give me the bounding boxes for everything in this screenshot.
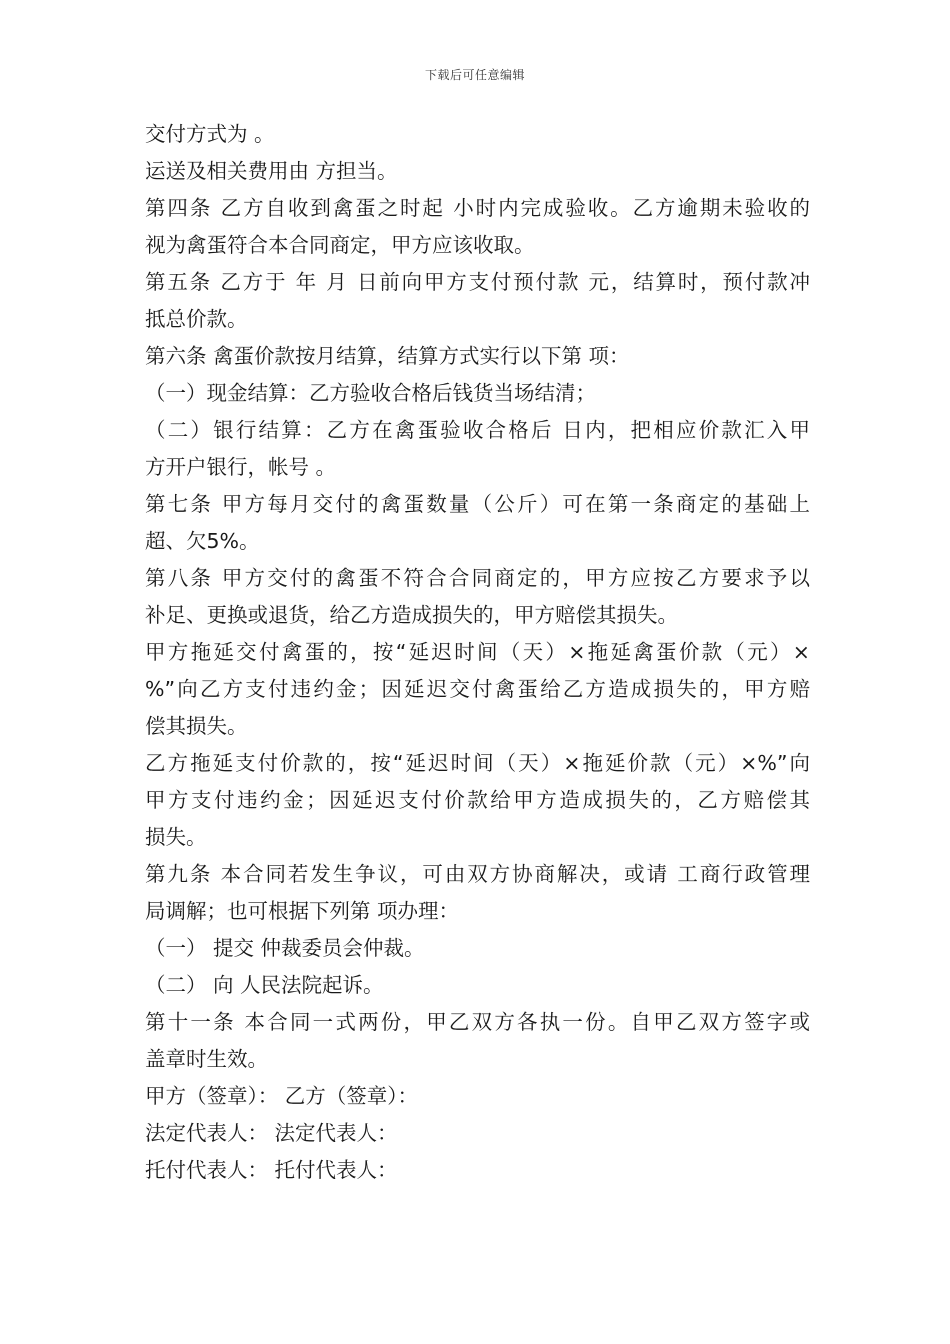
text-line: 乙方拖延支付价款的，按“延迟时间（天）×拖延价款（元）×%”向: [145, 751, 810, 775]
text-line: 抵总价款。: [145, 307, 248, 331]
text-line: 第七条 甲方每月交付的禽蛋数量（公斤）可在第一条商定的基础上: [145, 492, 810, 516]
text-line: 第五条 乙方于 年 月 日前向甲方支付预付款 元，结算时，预付款冲: [145, 270, 810, 294]
text-line: 第九条 本合同若发生争议，可由双方协商解决，或请 工商行政管理: [145, 862, 810, 886]
text-line: 视为禽蛋符合本合同商定，甲方应该收取。: [145, 233, 535, 257]
page-header: 下载后可任意编辑: [424, 68, 525, 82]
text-line: 运送及相关费用由 方担当。: [145, 159, 398, 183]
text-line: （二） 向 人民法院起诉。: [145, 973, 384, 997]
text-line: 甲方支付违约金；因延迟支付价款给甲方造成损失的，乙方赔偿其: [145, 788, 810, 812]
signature-line-legal-rep: 法定代表人： 法定代表人：: [145, 1121, 398, 1145]
text-line: （一） 提交 仲裁委员会仲裁。: [145, 936, 425, 960]
text-line: 方开户银行，帐号 。: [145, 455, 337, 479]
text-line: 交付方式为 。: [145, 122, 275, 146]
text-line: 盖章时生效。: [145, 1047, 268, 1071]
text-line: 甲方拖延交付禽蛋的，按“延迟时间（天）×拖延禽蛋价款（元）×: [145, 640, 810, 664]
signature-line-party-a-b: 甲方（签章）： 乙方（签章）：: [145, 1084, 419, 1108]
text-line: 局调解；也可根据下列第 项办理：: [145, 899, 460, 923]
text-line: 补足、更换或退货，给乙方造成损失的，甲方赔偿其损失。: [145, 603, 678, 627]
signature-line-agent: 托付代表人： 托付代表人：: [145, 1158, 398, 1182]
text-line: 第八条 甲方交付的禽蛋不符合合同商定的，甲方应按乙方要求予以: [145, 566, 810, 590]
text-line: （二）银行结算：乙方在禽蛋验收合格后 日内，把相应价款汇入甲: [145, 418, 810, 442]
text-line: 偿其损失。: [145, 714, 248, 738]
document-body: [145, 116, 810, 1189]
text-line: （一）现金结算：乙方验收合格后钱货当场结清；: [145, 381, 596, 405]
text-line: %”向乙方支付违约金；因延迟交付禽蛋给乙方造成损失的，甲方赔: [145, 677, 810, 701]
text-line: 第六条 禽蛋价款按月结算，结算方式实行以下第 项：: [145, 344, 630, 368]
text-line: 第十一条 本合同一式两份，甲乙双方各执一份。自甲乙双方签字或: [145, 1010, 810, 1034]
text-line: 超、欠5%。: [145, 529, 260, 553]
text-line: 损失。: [145, 825, 207, 849]
text-line: 第四条 乙方自收到禽蛋之时起 小时内完成验收。乙方逾期未验收的: [145, 196, 810, 220]
